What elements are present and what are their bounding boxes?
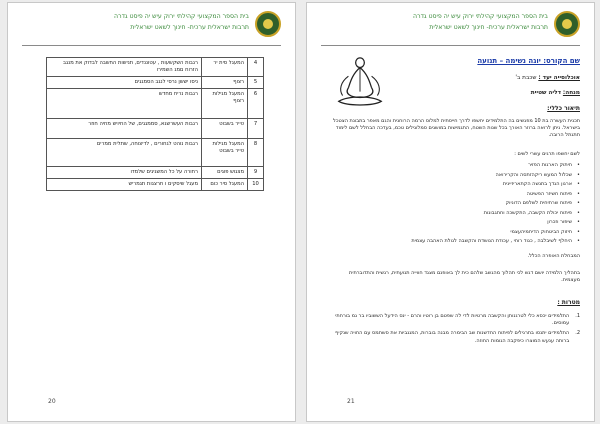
- row-content: מעגל שיסקים ו חרצגות תגמריש: [47, 179, 202, 191]
- table-row: [47, 119, 264, 139]
- page-header: [114, 11, 281, 37]
- school-subtitle: תרבות ישראלית ערכית- חינוך לשאט ישראלית: [130, 24, 249, 31]
- instructor-label: מנחה:: [562, 90, 580, 96]
- row-form: רצוף: [202, 77, 248, 89]
- page-number: 21: [347, 398, 355, 405]
- page-left: [7, 2, 296, 422]
- school-logo-icon: [554, 11, 580, 37]
- closing-line: המבחלת האופרה הכלל.: [527, 253, 580, 259]
- page-right: [306, 2, 595, 422]
- list-item: • שכלול המעש ריקהזתסה והקרירואה: [331, 171, 580, 181]
- row-number: 9: [248, 167, 264, 179]
- row-form: טייר בשבוט: [202, 119, 248, 139]
- row-number: 5: [248, 77, 264, 89]
- row-number: 6: [248, 89, 264, 119]
- table-row: [47, 139, 264, 167]
- row-content: רחורה על כל המשגיגים שלמדו: [47, 167, 202, 179]
- table-row: [47, 179, 264, 191]
- table-row: [47, 58, 264, 77]
- list-item: • חיתוק הארגות הפזיר: [331, 161, 580, 171]
- audience-value: שכבת ב': [515, 75, 537, 81]
- row-content: רגבות השקשעות , עטוננדים, תנישות החשבה לבדוק את מנגב הזרוח םמג השמירו: [47, 58, 202, 77]
- yoga-figure-icon: [331, 53, 389, 111]
- row-form: המעגל מגילות רצוף: [202, 89, 248, 119]
- course-title: שם הקורס: יוגה נשימה – תנועה: [477, 57, 580, 65]
- row-form: המעגל סיר כום: [202, 179, 248, 191]
- page-header: [413, 11, 580, 37]
- general-text: תכנית העשרה בת 10 מפגשים בה התלמידים יחשפו לדרך חייסתית למלוס הרמה הרוחנית והגם מאפר בתבונת הצטכל בישראל. ניתן לרואה ברוזר האורך בכל שנות השטח, התגמישות במושגים סמלוגילים טכמ, בעדכה הבחלל לשם לימוד תתגתל הרובה.: [333, 118, 580, 139]
- row-number: 10: [248, 179, 264, 191]
- goals-heading: מטרות :: [557, 299, 580, 306]
- audience-label: אוכלוסייה יעד :: [538, 75, 580, 81]
- list-item: • חיזוק הביטחוק הדיחמיהעצמי: [331, 228, 580, 238]
- list-item: • פיתוח שרתיחית לשלפם הדוניוק: [331, 199, 580, 209]
- row-form: מצגוש פוגים: [202, 167, 248, 179]
- list-item: • היחלף לשיבלבה , כגוד רוחי , עכודת הנושדת והקשבה לגולת האהבה עצמית: [331, 237, 580, 247]
- goal-text: התלמידים יתנסו בתרגילים לפיתוח החדשנות שב הבימרה מבנה בוברות, המגנביות את סשתמס עם החויה שנקיף ברותה ענעש המוצרו כיפקבה הגומות החוזה.: [335, 330, 570, 344]
- table-row: [47, 77, 264, 89]
- goal-number: 2.: [575, 330, 580, 337]
- instructor-value: דליה שטיית: [530, 90, 562, 96]
- list-item: • פיתוח חשיזר הפשיטה: [331, 190, 580, 200]
- row-content: רגבות נריח מחדש: [47, 89, 202, 119]
- row-number: 4: [248, 58, 264, 77]
- goal-text: התלמידים יכסא כלי לטרגנותן והקשבה מרטיות לדי לה שפטם בן רוטיו והרם - ינס הידעל הששוביו בר גמ בורחתי עמוסים.: [335, 313, 570, 327]
- table-row: [47, 89, 264, 119]
- list-item: [331, 330, 580, 344]
- row-form: המעגל סית יר: [202, 58, 248, 77]
- header-divider: [321, 45, 580, 46]
- row-content: רגבות נוהט לגחורים , לדיצוחה, שתלית ממרים: [47, 139, 202, 167]
- list-item: • שיפור וזכרון: [331, 218, 580, 228]
- list-item: • ארגון הגדך בתנשה הקתאריזיינית: [331, 180, 580, 190]
- school-subtitle: תרבות ישראלית ערכית- חינוך לשאט ישראלית: [429, 24, 548, 31]
- row-content: רגבות העשרשגא, סממגגים, של החיויש מחיה חוזר: [47, 119, 202, 139]
- page-number: 20: [48, 398, 56, 405]
- table-row: [47, 167, 264, 179]
- school-name: בית הספר המקצועי קהילתי ירוק עיש יה פיסט גדרה: [413, 13, 548, 20]
- goal-number: 1.: [575, 313, 580, 319]
- school-name: בית הספר המקצועי קהילתי ירוק עיש יה פיסט גדרה: [114, 13, 249, 20]
- intro-line: לשם יחשפו תרגים עשרי לשים :: [514, 151, 580, 157]
- row-form: המעגל מגילות טייר בשבוט: [202, 139, 248, 167]
- general-heading: תיאור כללי:: [547, 105, 580, 112]
- row-number: 8: [248, 139, 264, 167]
- header-divider: [22, 45, 281, 46]
- instructor-line: [531, 90, 580, 96]
- activity-table: [46, 57, 264, 191]
- objectives-list: [331, 161, 580, 247]
- school-logo-icon: [255, 11, 281, 37]
- row-number: 7: [248, 119, 264, 139]
- audience-line: [515, 75, 580, 81]
- goals-list: [331, 313, 580, 348]
- closing-text: בתהליך הלמידה יושם דגש לכי תהלוך מהגשב שלהם כית לך באופנם מצגד חווייה תנועתית, רגשית והתדוברתית מעצמית.: [349, 270, 580, 284]
- row-content: ניסו יששן נרסי לנגב הסמגגים: [47, 77, 202, 89]
- list-item: • פיתוח יכולת הקשבה, התקשכה וחתגבונות: [331, 209, 580, 219]
- list-item: [331, 313, 580, 327]
